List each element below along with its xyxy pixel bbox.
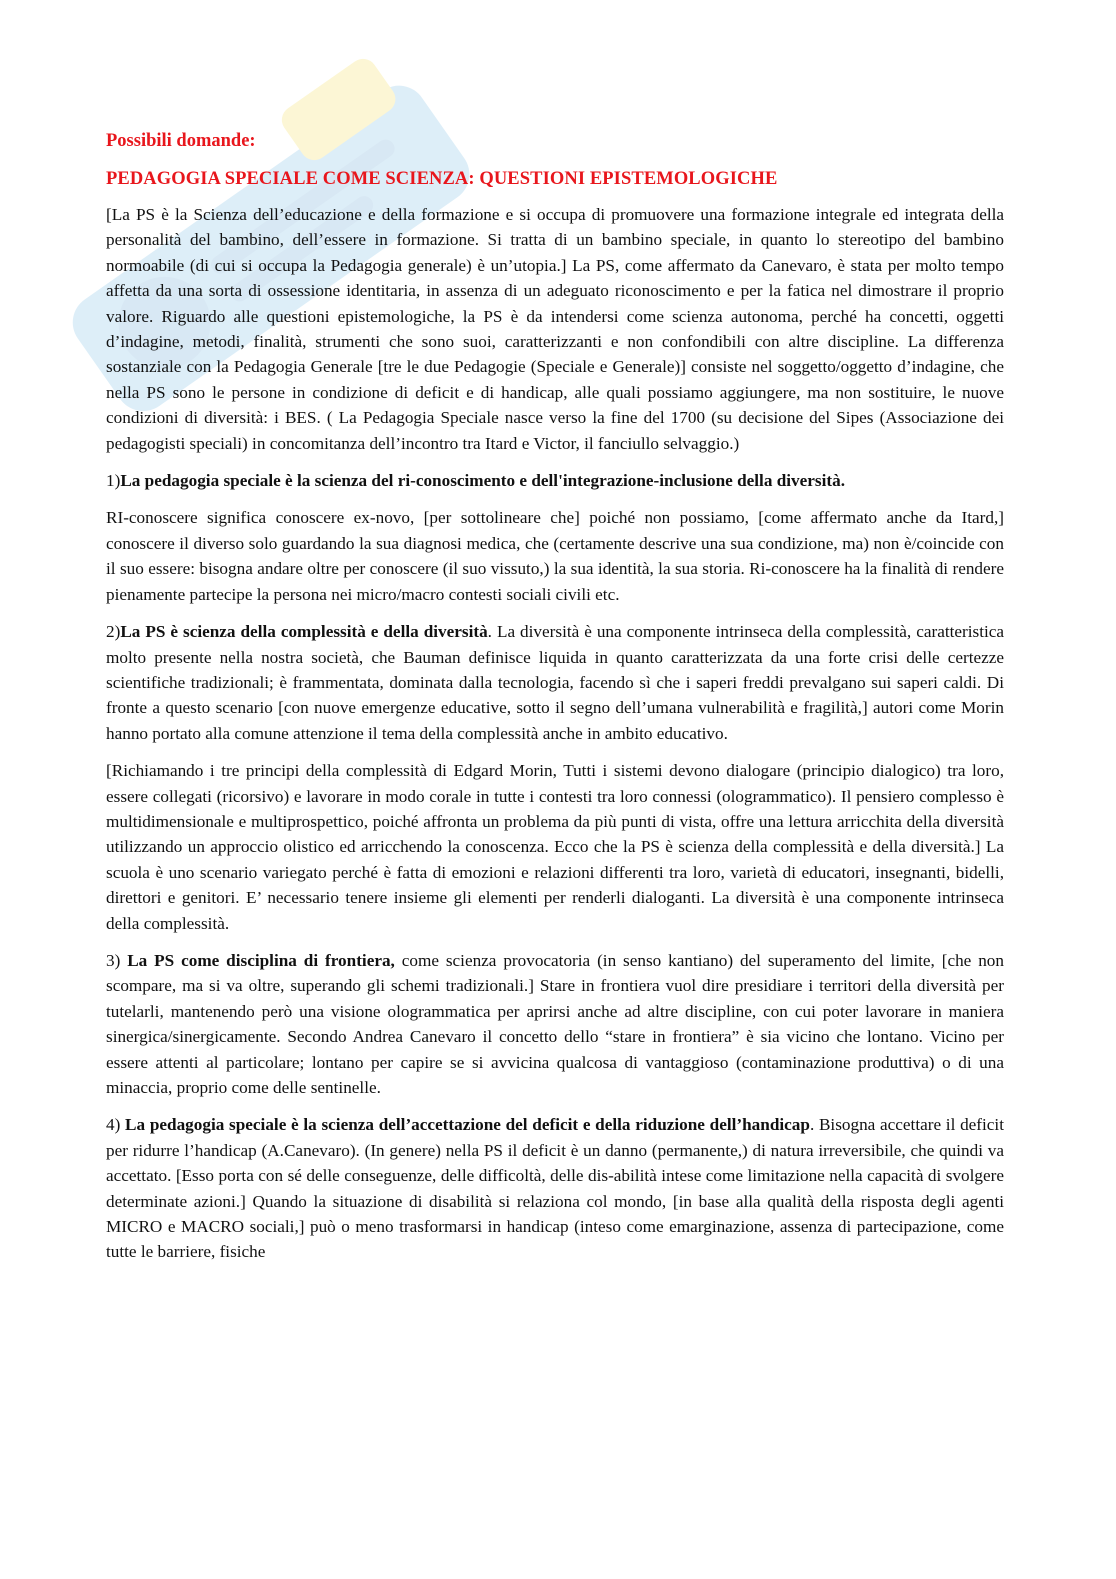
section-4-title: La pedagogia speciale è la scienza dell’accettazione del deficit e della riduzione dell’handicap xyxy=(125,1115,810,1135)
intro-paragraph: [La PS è la Scienza dell’educazione e della formazione e si occupa di promuovere una formazione integrale ed integrata della personalità del bambino, dell’essere in formazione. Si tratta di un bambino speciale, in quanto lo stereotipo del bambino normoabile (di cui si occupa la Pedagogia generale) è un’utopia.] La PS, come affermato da Canevaro, è stata per molto tempo affetta da una sorta di ossessione identitaria, in assenza di un adeguato riconoscimento e per la fatica nel dimostrare il proprio valore. Riguardo alle questioni epistemologiche, la PS è da intendersi come scienza autonoma, perché ha concetti, oggetti d’indagine, metodi, finalità, strumenti che sono suoi, caratterizzanti e non confondibili con altre discipline. La differenza sostanziale con la Pedagogia Generale [tre le due Pedagogie (Speciale e Generale)] consiste nel soggetto/oggetto d’indagine, che nella PS sono le persone in condizione di deficit e di handicap, alle quali possiamo aggiungere, ma non sostituire, le nuove condizioni di diversità: i BES. ( La Pedagogia Speciale nasce verso la fine del 1700 (su decisione del Sipes (Associazione dei pedagogisti speciali) in concomitanza dell’incontro tra Itard e Victor, il fanciullo selvaggio.) xyxy=(106,205,1004,453)
section-1-paragraph: RI-conoscere significa conoscere ex-novo, [per sottolineare che] poiché non possiamo, [come affermato anche da Itard,] conoscere il diverso solo guardando la sua diagnosi medica, che (certamente descrive una sua condizione, ma) non è/coincide con il suo essere: bisogna andare oltre per conoscere (il suo vissuto,) la sua identità, la sua storia. Ri-conoscere ha la finalità di rendere pienamente partecipe la persona nei micro/macro contesti sociali civili etc. xyxy=(106,508,1004,604)
section-4-paragraph xyxy=(106,1112,1004,1264)
section-2-paragraph xyxy=(106,619,1004,746)
section-4-number: 4) xyxy=(106,1115,126,1135)
section-2-number: 2) xyxy=(106,622,121,642)
section-1-heading xyxy=(106,468,1004,493)
section-3-text: come scienza provocatoria (in senso kantiano) del superamento del limite, [che non scompare, ma si va oltre, superando gli schemi tradizionali.] Stare in frontiera vuol dire presidiare i territori della diversità per tutelarli, mantenendo però una visione ologrammatica per aprirsi anche ad altre discipline, con cui poter lavorare in maniera sinergica/sinergicamente. Secondo Andrea Canevaro il concetto dello “stare in frontiera” è sia vicino che lontano. Vicino per essere attenti al particolare; lontano per capire se si avvicina qualcosa di vantaggioso (contaminazione produttiva) o di una minaccia, proprio come delle sentinelle. xyxy=(106,950,1004,1097)
document-title: PEDAGOGIA SPECIALE COME SCIENZA: QUESTIONI EPISTEMOLOGICHE xyxy=(106,169,778,189)
section-2-title: La PS è scienza della complessità e della diversità xyxy=(120,622,488,642)
section-3-title: La PS come disciplina di frontiera, xyxy=(127,950,395,970)
section-2-text: . La diversità è una componente intrinseca della complessità, caratteristica molto presente nella nostra società, che Bauman definisce liquida in quanto caratterizzata da una forte crisi delle certezze scientifiche tradizionali; è frammentata, dominata dalla tecnologia, facendo sì che i saperi freddi prevalgano sui saperi caldi. Di fronte a questo scenario [con nuove emergenze educative, sotto il segno dell’umana vulnerabilità e fragilità,] autori come Morin hanno portato alla comune attenzione il tema della complessità anche in ambito educativo. xyxy=(106,622,1004,743)
section-1-title: La pedagogia speciale è la scienza del ri-conoscimento e dell'integrazione-inclusione della diversità. xyxy=(120,471,845,491)
section-3-paragraph xyxy=(106,948,1004,1100)
section-4-text: . Bisogna accettare il deficit per ridurre l’handicap (A.Canevaro). (In genere) nella PS il deficit è un danno (permanente,) di natura irreversibile, che quindi va accettato. [Esso porta con sé delle conseguenze, delle difficoltà, delle dis-abilità intese come limitazione nella capacità di svolgere determinate azioni.] Quando la situazione di disabilità si relaziona col mondo, [in base alla qualità della risposta degli agenti MICRO e MACRO sociali,] può o meno trasformarsi in handicap (inteso come emarginazione, assenza di partecipazione, come tutte le barriere, fisiche xyxy=(106,1115,1004,1262)
section-2-continuation: [Richiamando i tre principi della complessità di Edgard Morin, Tutti i sistemi devono dialogare (principio dialogico) tra loro, essere collegati (ricorsivo) e lavorare in modo corale in tutte i contesti tra loro connessi (ologrammatico). Il pensiero complesso è multidimensionale e multiprospettico, poiché affronta un problema da più punti di vista, offre una lettura arricchita della diversità utilizzando un approccio olistico ed arricchendo la conoscenza. Ecco che la PS è scienza della complessità e della diversità.] La scuola è uno scenario variegato perché è fatta di emozioni e relazioni differenti tra loro, varietà di educatori, insegnanti, bidelli, direttori e genitori. E’ necessario tenere insieme gli elementi per renderli dialoganti. La diversità è una componente intrinseca della complessità. xyxy=(106,761,1004,933)
possible-questions-heading: Possibili domande: xyxy=(106,131,256,151)
section-1-number: 1) xyxy=(106,471,121,491)
section-3-number: 3) xyxy=(106,950,128,970)
document-body xyxy=(106,128,1004,1277)
